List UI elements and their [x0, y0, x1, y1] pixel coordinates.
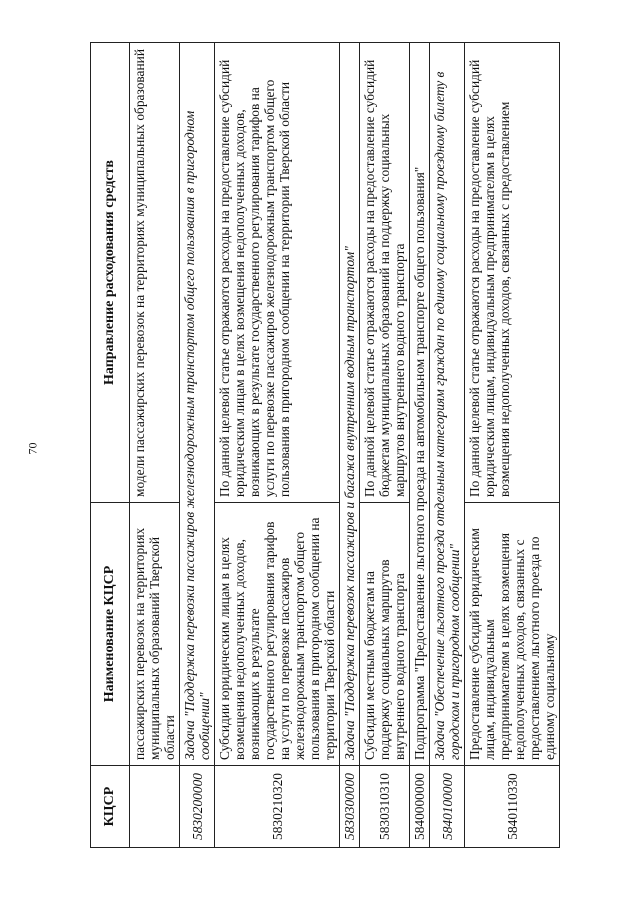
row-name: пассажирских перевозок на территориях муниципальных образований Тверской области [130, 503, 180, 766]
row-direction: По данной целевой статье отражаются расходы на предоставление субсидий юридическим лицам в целях возмещения недополученных доходов, возникающих в результате государственного регулирования тарифов на услуги по перевозке пассажиров железнодорожным транспортом общего пользования в пригородном сообщении на территории Тверской области [215, 43, 340, 503]
row-direction: По данной целевой статье отражаются расходы на предоставление субсидий юридическим лицам, индивидуальным предпринимателям в целях возмещения недополученных доходов, связанных с предоставлением [465, 43, 560, 503]
task-title: Задача "Поддержка перевозки пассажиров железнодорожным транспортом общего пользования в пригородном сообщении" [180, 43, 215, 766]
row-direction: По данной целевой статье отражаются расходы на предоставление субсидий бюджетам муниципальных образований на поддержку социальных маршрутов внутреннего водного транспорта [360, 43, 410, 503]
row-code: 5840100000 [430, 766, 465, 848]
table-header-row [91, 43, 130, 848]
task-row [180, 43, 215, 848]
rotated-page-content [90, 43, 614, 848]
task-row [340, 43, 360, 848]
page-number: 70 [25, 442, 40, 455]
task-row [430, 43, 465, 848]
row-name: Предоставление субсидий юридическим лицам, индивидуальным предпринимателям в целях возмещения недополученных доходов, связанных с предоставлением льготного проезда по единому социальному [465, 503, 560, 766]
row-code: 5840110330 [465, 766, 560, 848]
header-kcsr-name: Наименование КЦСР [91, 503, 130, 766]
table-row [360, 43, 410, 848]
row-code: 5830210320 [215, 766, 340, 848]
row-direction: модели пассажирских перевозок на территориях муниципальных образований [130, 43, 180, 503]
row-code: 5830310310 [360, 766, 410, 848]
row-code: 5840000000 [410, 766, 430, 848]
subprogram-row [410, 43, 430, 848]
task-title: Задача "Поддержка перевозок пассажиров и багажа внутренним водным транспортом" [340, 43, 360, 766]
table-row [215, 43, 340, 848]
row-name: Субсидии юридическим лицам в целях возмещения недополученных доходов, возникающих в результате государственного регулирования тарифов на услуги по перевозке пассажиров железнодорожным транспортом общего пользования в пригородном сообщении на территории Тверской области [215, 503, 340, 766]
header-spending-direction: Направление расходования средств [91, 43, 130, 503]
subprogram-title: Подпрограмма "Предоставление льготного проезда на автомобильном транспорте общего пользования" [410, 43, 430, 766]
kcsr-table [90, 42, 560, 848]
row-name: Субсидии местным бюджетам на поддержку социальных маршрутов внутреннего водного транспорта [360, 503, 410, 766]
header-kcsr: КЦСР [91, 766, 130, 848]
task-title: Задача "Обеспечение льготного проезда отдельным категориям граждан по единому социальному проездному билету в городском и пригородном сообщении" [430, 43, 465, 766]
row-code: 5830300000 [340, 766, 360, 848]
table-row [130, 43, 180, 848]
row-code: 5830200000 [180, 766, 215, 848]
row-code [130, 766, 180, 848]
table-row [465, 43, 560, 848]
